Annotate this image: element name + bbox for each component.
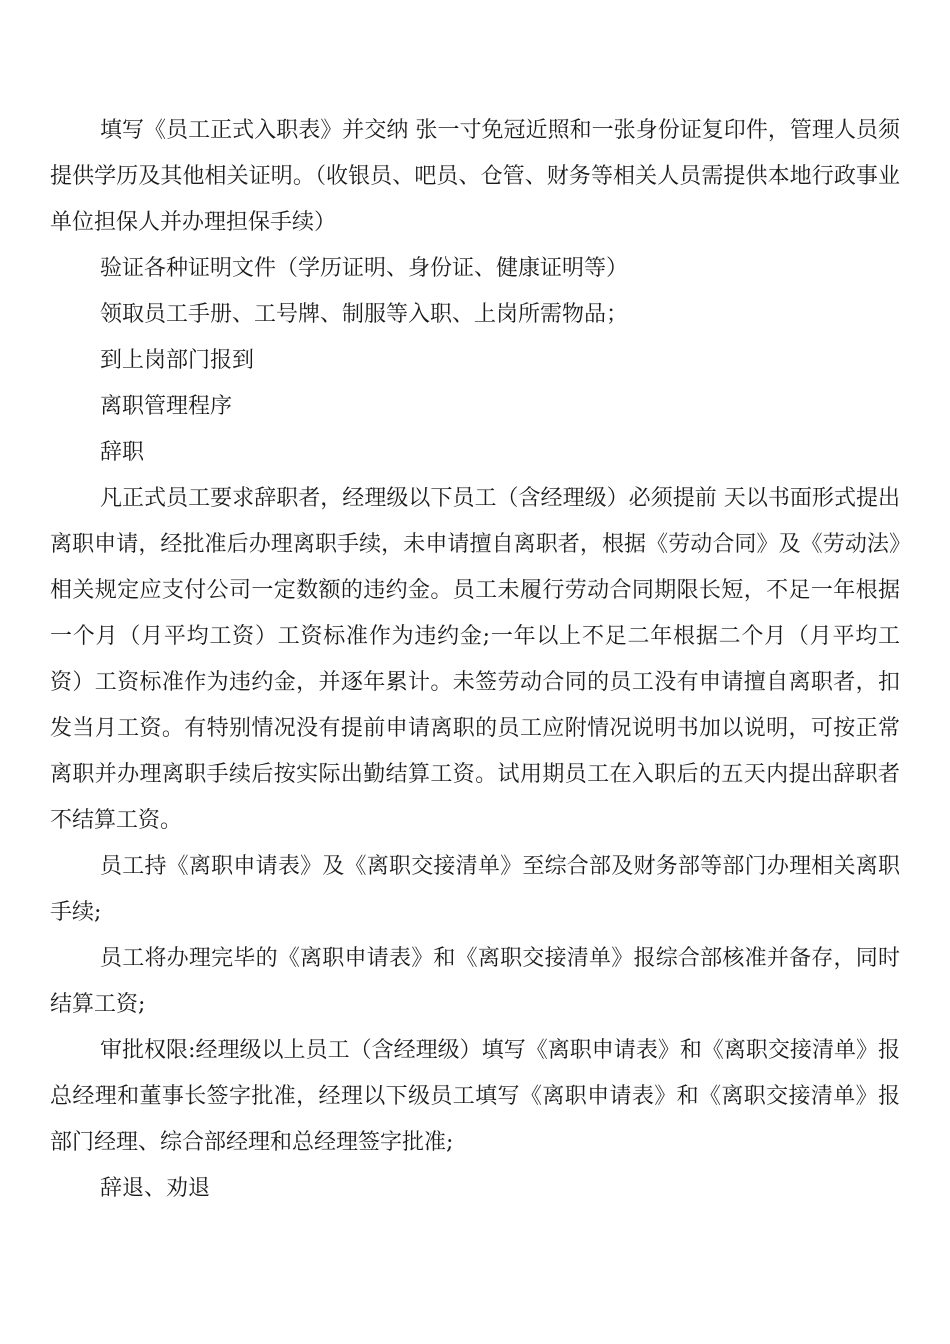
paragraph-verify-documents: 验证各种证明文件（学历证明、身份证、健康证明等） xyxy=(100,256,629,281)
paragraph-resignation-forms: 员工持《离职申请表》及《离职交接清单》至综合部及财务部等部门办理相关离职手续; xyxy=(50,854,900,925)
section-heading-resignation-procedure: 离职管理程序 xyxy=(100,394,233,419)
paragraph-resignation-rules: 凡正式员工要求辞职者，经理级以下员工（含经理级）必须提前 天以书面形式提出离职申请，经批准后办理离职手续，未申请擅自离职者，根据《劳动合同》及《劳动法》相关规定应支付公司一定数额的违约金。员工未履行劳动合同期限长短，不足一年根据一个月（月平均工资）工资标准作为违约金;一年以上不足二年根据二个月（月平均工资）工资标准作为违约金，并逐年累计。未签劳动合同的员工没有申请擅自离职者，扣发当月工资。有特别情况没有提前申请离职的员工应附情况说明书加以说明，可按正常离职并办理离职手续后按实际出勤结算工资。试用期员工在入职后的五天内提出辞职者不结算工资。 xyxy=(50,486,900,833)
paragraph-collect-items: 领取员工手册、工号牌、制服等入职、上岗所需物品； xyxy=(100,302,629,327)
document-body xyxy=(50,108,900,1212)
paragraph-forms-approval: 员工将办理完毕的《离职申请表》和《离职交接清单》报综合部核准并备存，同时结算工资; xyxy=(50,946,900,1017)
paragraph-report-department: 到上岗部门报到 xyxy=(100,348,255,373)
paragraph-approval-authority: 审批权限:经理级以上员工（含经理级）填写《离职申请表》和《离职交接清单》报总经理和董事长签字批准，经理以下级员工填写《离职申请表》和《离职交接清单》报部门经理、综合部经理和总经理签字批准; xyxy=(50,1038,900,1155)
paragraph-onboarding-form: 填写《员工正式入职表》并交纳 张一寸免冠近照和一张身份证复印件，管理人员须提供学历及其他相关证明。（收银员、吧员、仓管、财务等相关人员需提供本地行政事业单位担保人并办理担保手续） xyxy=(50,118,900,235)
subheading-dismissal: 辞退、劝退 xyxy=(100,1176,211,1201)
subheading-resignation: 辞职 xyxy=(100,440,145,465)
